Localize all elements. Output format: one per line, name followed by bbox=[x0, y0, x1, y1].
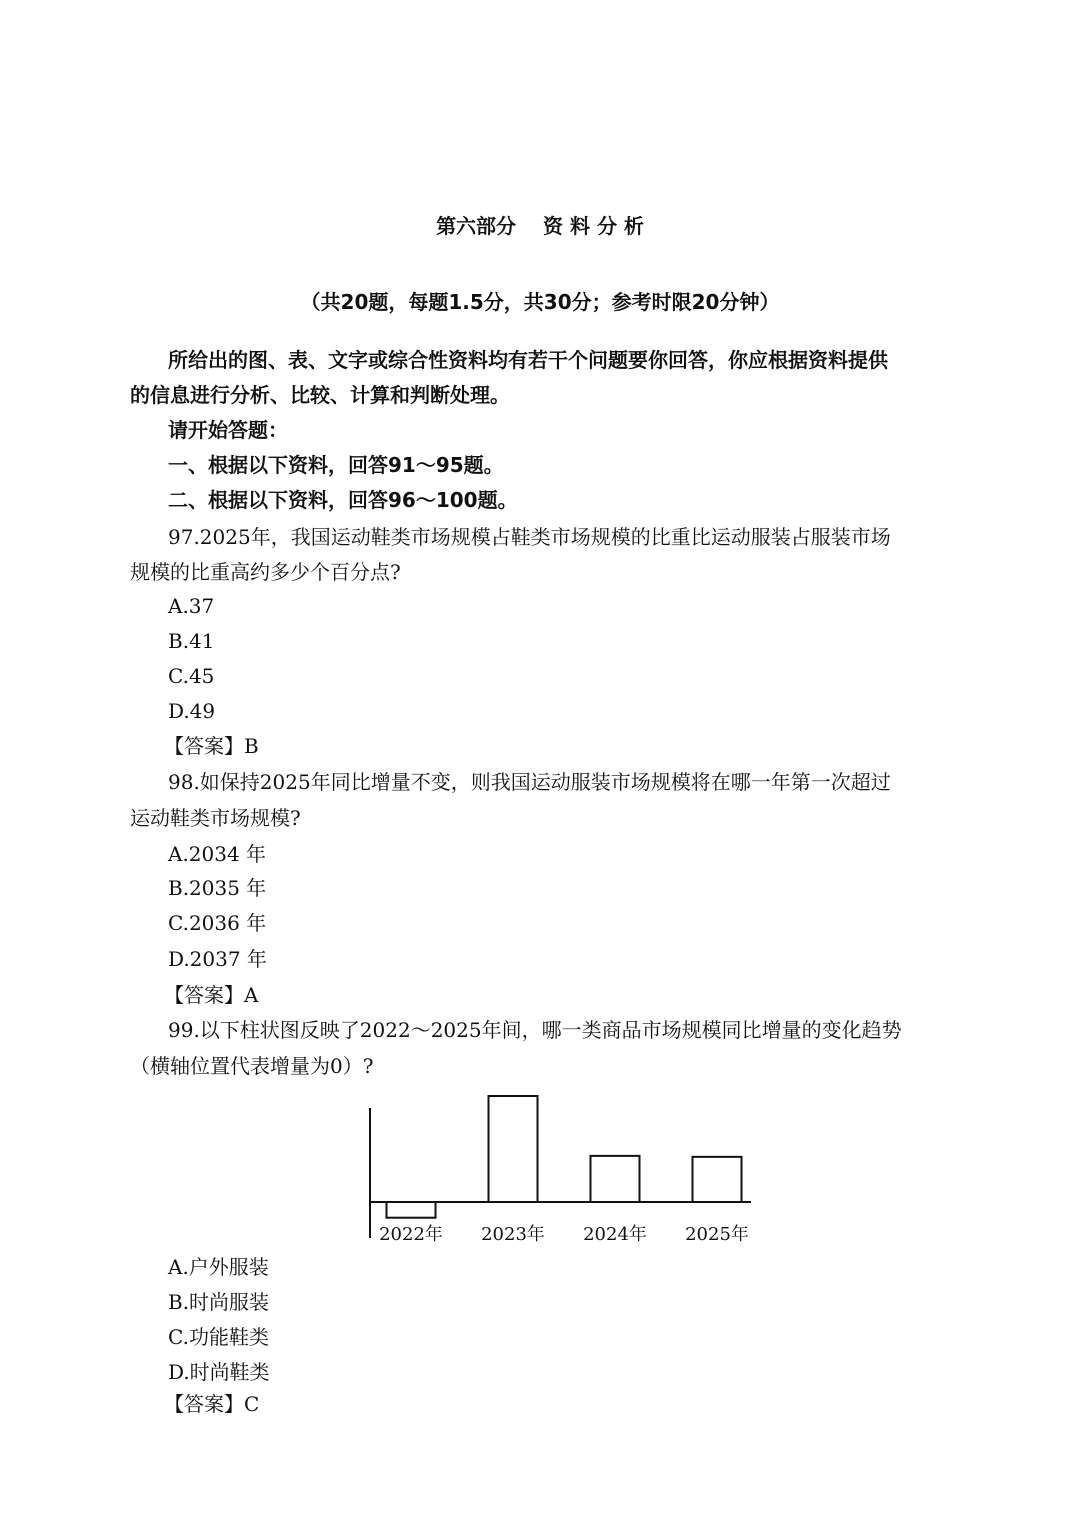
q99-bar-chart bbox=[355, 1088, 765, 1248]
x-tick-label: 2025年 bbox=[685, 1224, 749, 1245]
q99-option-b: B.时尚服装 bbox=[168, 1290, 270, 1314]
q97-answer: 【答案】B bbox=[164, 734, 259, 758]
x-tick-label: 2022年 bbox=[379, 1224, 443, 1245]
q97-option-a: A.37 bbox=[168, 594, 215, 618]
q98-option-d: D.2037 年 bbox=[168, 947, 267, 971]
q99-stem-line-1: 99.以下柱状图反映了2022～2025年间，哪一类商品市场规模同比增量的变化趋势 bbox=[168, 1018, 902, 1042]
q99-answer: 【答案】C bbox=[164, 1392, 260, 1416]
q97-stem-line-1: 97.2025年，我国运动鞋类市场规模占鞋类市场规模的比重比运动服装占服装市场 bbox=[168, 525, 891, 549]
q99-option-c: C.功能鞋类 bbox=[168, 1325, 269, 1349]
part-title: 第六部分 资 料 分 析 bbox=[436, 214, 644, 238]
subtitle: （共20题，每题1.5分，共30分；参考时限20分钟） bbox=[300, 290, 780, 314]
q98-option-a: A.2034 年 bbox=[168, 842, 267, 866]
x-tick-label: 2024年 bbox=[583, 1224, 647, 1245]
q99-stem-line-2: （横轴位置代表增量为0）? bbox=[130, 1054, 374, 1078]
section-1-heading: 一、根据以下资料，回答91～95题。 bbox=[168, 453, 504, 477]
bar-2024年 bbox=[591, 1156, 640, 1202]
section-2-heading: 二、根据以下资料，回答96～100题。 bbox=[168, 488, 518, 512]
intro-line-1: 所给出的图、表、文字或综合性资料均有若干个问题要你回答，你应根据资料提供 bbox=[168, 348, 888, 372]
start-instruction: 请开始答题： bbox=[168, 418, 288, 442]
q98-option-b: B.2035 年 bbox=[168, 876, 267, 900]
q98-stem-line-1: 98.如保持2025年同比增量不变，则我国运动服装市场规模将在哪一年第一次超过 bbox=[168, 770, 891, 794]
q97-option-b: B.41 bbox=[168, 629, 215, 653]
q97-option-c: C.45 bbox=[168, 664, 215, 688]
x-tick-label: 2023年 bbox=[481, 1224, 545, 1245]
bar-2025年 bbox=[693, 1157, 742, 1202]
intro-line-2: 的信息进行分析、比较、计算和判断处理。 bbox=[130, 383, 510, 407]
q98-answer: 【答案】A bbox=[164, 983, 259, 1007]
bar-2022年 bbox=[387, 1202, 436, 1218]
q97-stem-line-2: 规模的比重高约多少个百分点? bbox=[130, 560, 401, 584]
bar-2023年 bbox=[489, 1096, 538, 1202]
q99-option-a: A.户外服装 bbox=[168, 1255, 269, 1279]
q97-option-d: D.49 bbox=[168, 699, 216, 723]
q99-option-d: D.时尚鞋类 bbox=[168, 1360, 270, 1384]
q98-option-c: C.2036 年 bbox=[168, 911, 267, 935]
q98-stem-line-2: 运动鞋类市场规模? bbox=[130, 806, 301, 830]
